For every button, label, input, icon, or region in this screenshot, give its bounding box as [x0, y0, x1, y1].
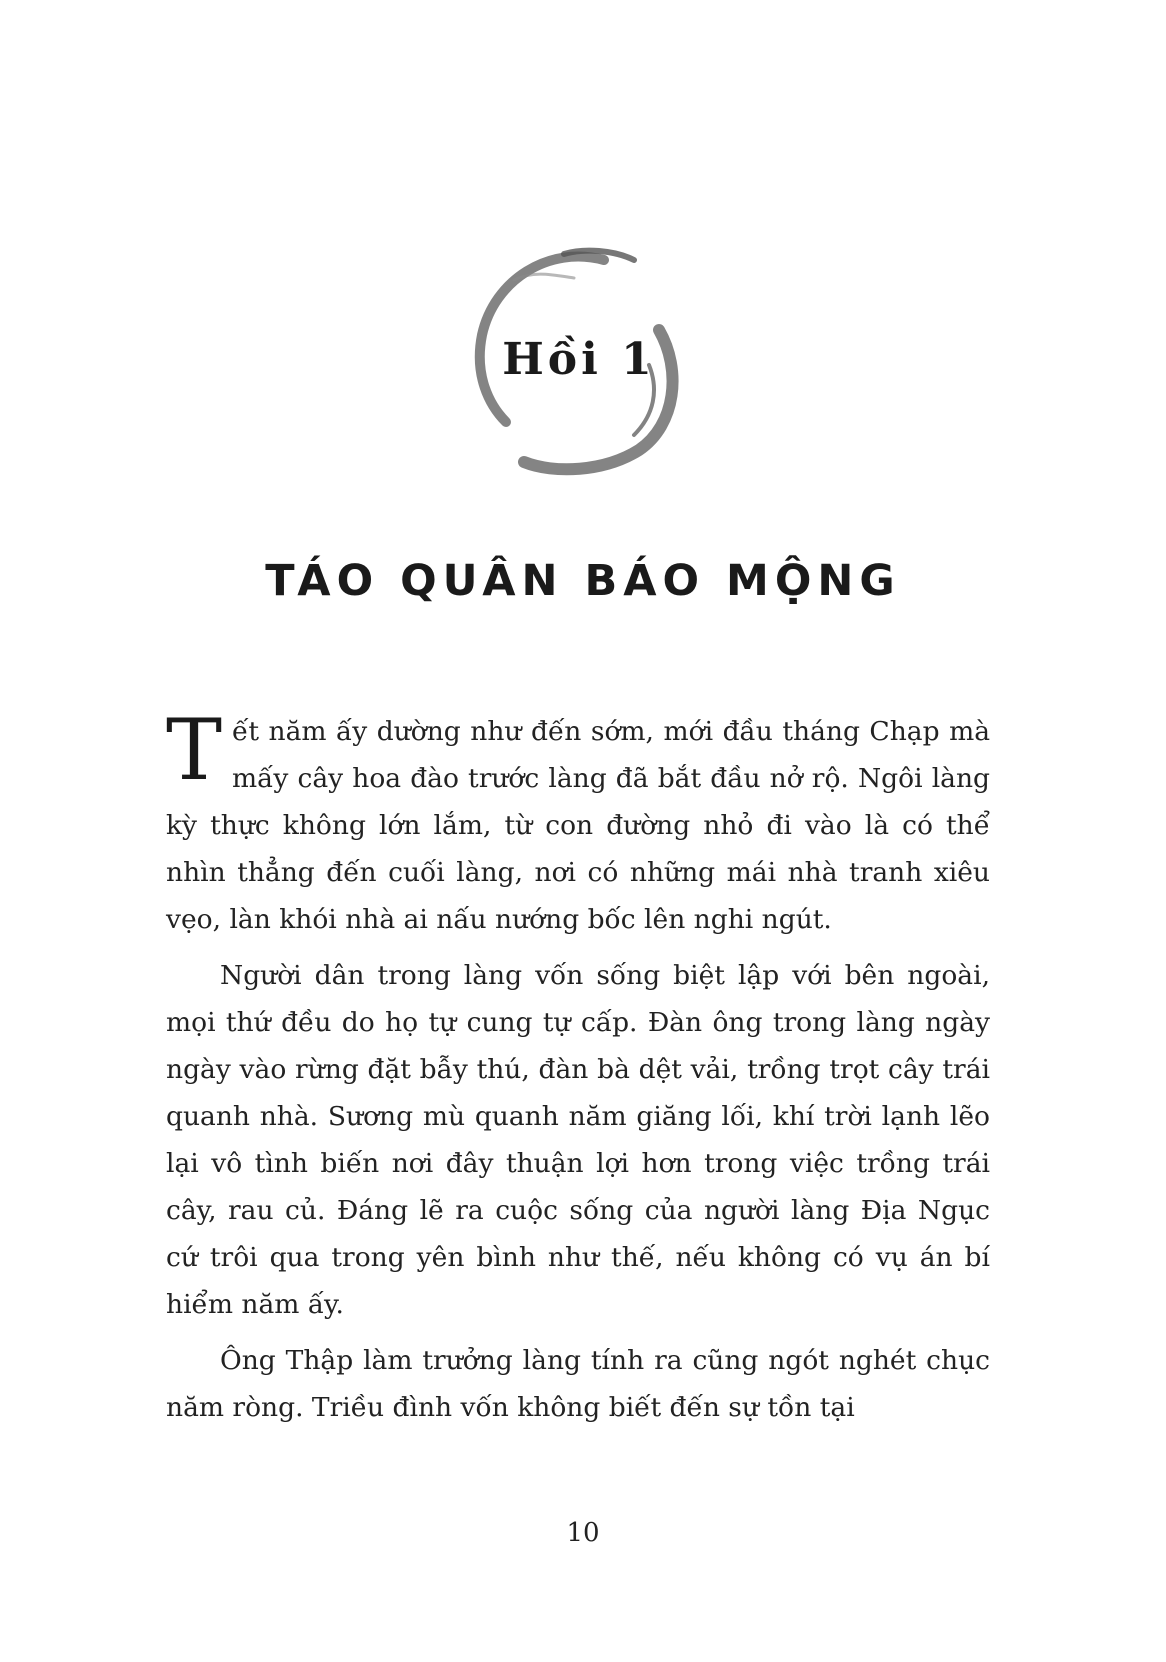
paragraph-1-text: ết năm ấy dường như đến sớm, mới đầu tháng Chạp mà mấy cây hoa đào trước làng đã bắt đầu nở rộ. Ngôi làng kỳ thực không lớn lắm, từ con đường nhỏ đi vào là có thể nhìn thẳng đến cuối làng, nơi có những mái nhà tranh xiêu vẹo, làn khói nhà ai nấu nướng bốc lên nghi ngút.: [166, 716, 990, 935]
paragraph-1: [166, 701, 990, 943]
page-number: 10: [566, 1518, 600, 1548]
chapter-emblem: [454, 240, 704, 490]
paragraph-3: Ông Thập làm trưởng làng tính ra cũng ngót nghét chục năm ròng. Triều đình vốn không biết đến sự tồn tại: [166, 1345, 990, 1423]
chapter-title: TÁO QUÂN BÁO MỘNG: [265, 556, 901, 606]
drop-cap: T: [166, 701, 223, 799]
paragraph-2: Người dân trong làng vốn sống biệt lập với bên ngoài, mọi thứ đều do họ tự cung tự cấp. Đàn ông trong làng ngày ngày vào rừng đặt bẫy thú, đàn bà dệt vải, trồng trọt cây trái quanh nhà. Sương mù quanh năm giăng lối, khí trời lạnh lẽo lại vô tình biến nơi đây thuận lợi hơn trong việc trồng trái cây, rau củ. Đáng lẽ ra cuộc sống của người làng Địa Ngục cứ trôi qua trong yên bình như thế, nếu không có vụ án bí hiểm năm ấy.: [166, 960, 990, 1320]
chapter-number: Hồi 1: [502, 334, 656, 385]
body-text: [166, 701, 990, 1440]
